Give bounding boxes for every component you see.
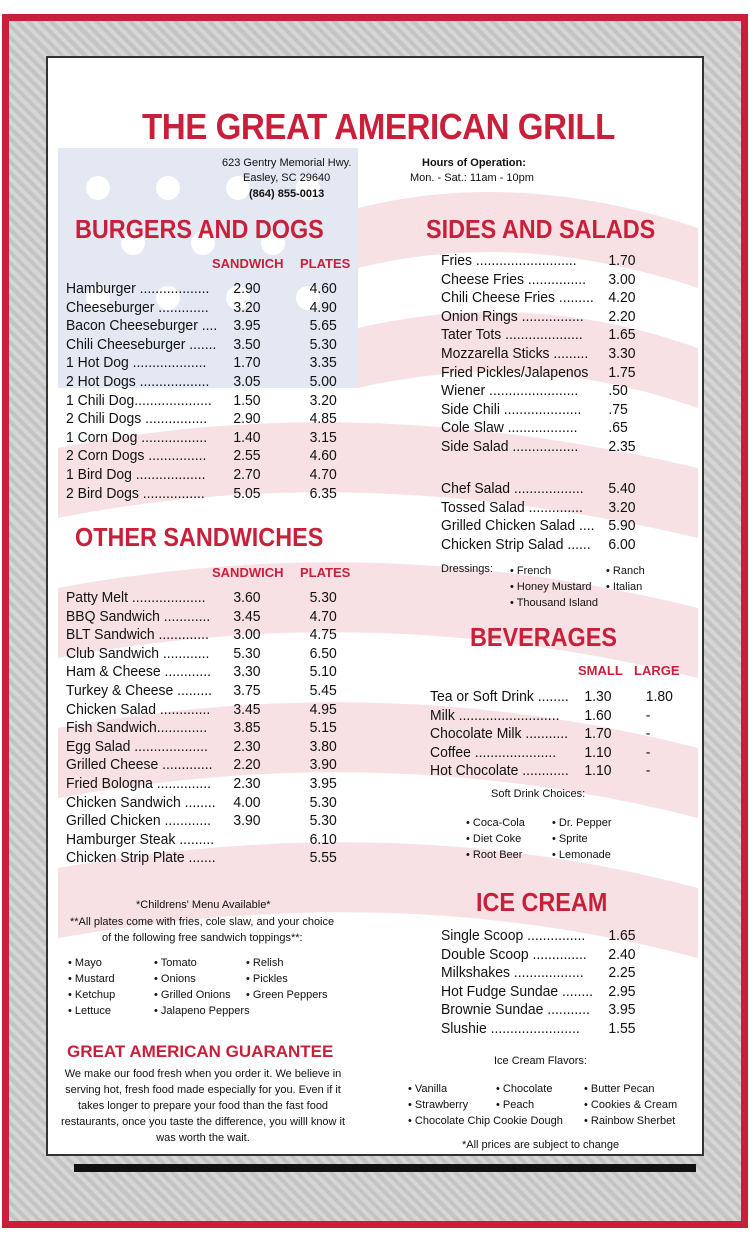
guarantee-line: serving hot, fresh food made especially for you. Even if it (65, 1084, 341, 1096)
menu-row (441, 517, 655, 536)
item-name: 2 Bird Dogs ................ (66, 484, 205, 502)
menu-row (66, 812, 365, 831)
topping-item: • Lettuce (68, 1005, 111, 1017)
plate-price: 5.30 (309, 812, 337, 830)
sandwich-price: 3.20 (233, 298, 261, 316)
plate-price: 5.15 (309, 719, 337, 737)
hours-label: Hours of Operation: (422, 157, 526, 169)
plate-price: 4.60 (309, 447, 337, 465)
flavor-item: • Peach (496, 1099, 535, 1111)
sandwich-price: 2.30 (233, 737, 261, 755)
item-name: 2 Hot Dogs .................. (66, 372, 210, 390)
guarantee-title: GREAT AMERICAN GUARANTEE (67, 1042, 334, 1061)
plate-price: 4.75 (309, 626, 337, 644)
menu-row (66, 756, 365, 775)
section-title-burgers: BURGERS AND DOGS (75, 214, 324, 244)
menu-row (66, 280, 365, 299)
item-name: Grilled Chicken Salad .... (441, 517, 595, 535)
other-col-plates: PLATES (300, 565, 351, 580)
item-name: Bacon Cheeseburger .... (66, 317, 218, 335)
menu-row (441, 499, 655, 518)
plate-price: 3.15 (309, 428, 337, 446)
menu-row (441, 382, 655, 401)
sandwich-price: 3.30 (233, 663, 261, 681)
menu-row (66, 849, 365, 868)
item-name: Grilled Chicken ............ (66, 812, 211, 830)
large-price: - (645, 762, 651, 780)
plate-price: 3.95 (309, 774, 337, 792)
menu-row (66, 336, 365, 355)
plate-price: 5.30 (309, 589, 337, 606)
item-name: Tea or Soft Drink ........ (430, 688, 569, 705)
menu-row (66, 466, 365, 485)
item-name: Hamburger Steak ......... (66, 830, 215, 848)
sandwich-price: 3.00 (233, 626, 261, 644)
item-price: .75 (608, 400, 628, 418)
item-name: Chicken Strip Plate ....... (66, 849, 216, 867)
menu-row (441, 946, 655, 965)
menu-row (66, 719, 365, 738)
plate-price: 3.20 (309, 391, 337, 409)
menu-row (441, 983, 655, 1002)
burgers-col-plates: PLATES (300, 256, 351, 271)
icecream-list (441, 927, 671, 1039)
dressing-item: • French (510, 565, 552, 577)
item-name: BBQ Sandwich ............ (66, 607, 211, 625)
guarantee-line: We make our food fresh when you order it. We believe in (64, 1068, 342, 1080)
item-name: Onion Rings ................ (441, 307, 584, 325)
item-name: Patty Melt ................... (66, 589, 206, 606)
dressing-item: • Ranch (606, 565, 645, 577)
plate-price: 3.90 (309, 756, 337, 774)
menu-row (66, 447, 365, 466)
sandwich-price: 2.90 (233, 410, 261, 428)
soft-drink-grid (466, 815, 632, 863)
sandwich-price: 5.30 (233, 644, 261, 662)
sandwich-price: 3.90 (233, 812, 261, 830)
item-name: Cole Slaw .................. (441, 419, 578, 437)
menu-row (441, 964, 655, 983)
menu-row (66, 775, 365, 794)
plate-price: 3.80 (309, 737, 337, 755)
menu-row (441, 1001, 655, 1020)
item-price: 3.20 (608, 498, 636, 516)
sandwich-price: 2.30 (233, 774, 261, 792)
item-name: Chicken Sandwich ........ (66, 793, 216, 811)
item-price: 2.25 (608, 964, 636, 982)
item-price: 3.95 (608, 1001, 636, 1019)
item-name: Tossed Salad .............. (441, 498, 583, 516)
plate-price: 5.55 (309, 849, 337, 867)
menu-row (66, 373, 365, 392)
menu-row (430, 707, 692, 726)
item-name: Grilled Cheese ............. (66, 756, 213, 774)
guarantee-line: was worth the wait. (156, 1132, 250, 1144)
dressings-label: Dressings: (441, 563, 493, 575)
topping-item: • Mustard (68, 973, 115, 985)
menu-row (66, 645, 365, 664)
icecream-flavors-title: Ice Cream Flavors: (494, 1055, 587, 1067)
item-price: 5.90 (608, 517, 636, 535)
plate-price: 4.85 (309, 410, 337, 428)
plates-note-line2: of the following free sandwich toppings**: (102, 932, 303, 944)
dressing-row (510, 563, 656, 579)
sandwich-price: 2.70 (233, 465, 261, 483)
menu-row (441, 1020, 655, 1039)
menu-row (441, 480, 655, 499)
section-title-beverages: BEVERAGES (470, 622, 617, 652)
flavor-row (408, 1081, 684, 1097)
section-title-icecream: ICE CREAM (476, 887, 608, 917)
sandwich-price: 4.00 (233, 793, 261, 811)
menu-row (66, 392, 365, 411)
item-price: 2.40 (608, 945, 636, 963)
item-price: 1.65 (608, 927, 636, 944)
toppings-grid (68, 955, 356, 1019)
item-name: Club Sandwich ............ (66, 644, 210, 662)
item-name: 2 Corn Dogs ............... (66, 447, 207, 465)
large-price: 1.80 (645, 688, 673, 705)
item-name: Turkey & Cheese ......... (66, 681, 213, 699)
menu-row (66, 682, 365, 701)
item-name: Cheeseburger ............. (66, 298, 209, 316)
item-price: 3.00 (608, 270, 636, 288)
menu-row (441, 401, 655, 420)
item-name: Chef Salad .................. (441, 480, 584, 497)
menu-row (441, 271, 655, 290)
item-name: Fries .......................... (441, 252, 577, 269)
plate-price: 4.60 (309, 280, 337, 297)
item-name: 1 Hot Dog ................... (66, 354, 207, 372)
flavor-row (408, 1113, 684, 1129)
menu-row (66, 794, 365, 813)
flavor-item: • Strawberry (408, 1099, 469, 1111)
sandwich-price: 1.40 (233, 428, 261, 446)
flavor-item: • Chocolate (496, 1083, 553, 1095)
sandwich-price: 1.70 (233, 354, 261, 372)
plate-price: 5.10 (309, 663, 337, 681)
beverages-col-small: SMALL (578, 663, 623, 678)
sandwich-price: 3.45 (233, 607, 261, 625)
small-price: 1.60 (584, 706, 612, 724)
dressings-grid (510, 563, 656, 611)
other-list (66, 589, 388, 868)
item-name: Chocolate Milk ........... (430, 725, 569, 743)
plate-price: 4.90 (309, 298, 337, 316)
flavor-item: • Cookies & Cream (584, 1099, 678, 1111)
menu-row (441, 289, 655, 308)
item-name: Fish Sandwich............. (66, 719, 208, 737)
flavor-item: • Chocolate Chip Cookie Dough (408, 1115, 563, 1127)
menu-row (66, 429, 365, 448)
restaurant-title: THE GREAT AMERICAN GRILL (142, 106, 615, 147)
plate-price: 4.95 (309, 700, 337, 718)
item-price: 1.65 (608, 326, 636, 344)
topping-item: • Grilled Onions (154, 989, 231, 1001)
dressing-row (510, 595, 656, 611)
item-name: BLT Sandwich ............. (66, 626, 209, 644)
menu-row (441, 364, 655, 383)
soft-drink-item: • Root Beer (466, 849, 523, 861)
menu-row (66, 831, 365, 850)
soft-drink-item: • Coca-Cola (466, 817, 525, 829)
plate-price: 4.70 (309, 607, 337, 625)
sandwich-price: 3.50 (233, 335, 261, 353)
item-name: Fried Pickles/Jalapenos (441, 363, 589, 381)
large-price: - (645, 706, 651, 724)
other-col-sandwich: SANDWICH (212, 565, 284, 580)
plates-note-line1: **All plates come with fries, cole slaw, and your choice (70, 916, 335, 928)
plate-price: 5.65 (309, 317, 337, 335)
item-name: Hot Fudge Sundae ........ (441, 982, 593, 1000)
item-name: Chicken Salad ............. (66, 700, 211, 718)
plate-price: 4.70 (309, 465, 337, 483)
item-name: 1 Chili Dog.................... (66, 391, 212, 409)
address-line2: Easley, SC 29640 (243, 172, 331, 184)
sandwich-price: 3.85 (233, 719, 261, 737)
flavor-item: • Butter Pecan (584, 1083, 655, 1095)
sandwich-price: 3.45 (233, 700, 261, 718)
topping-item: • Jalapeno Peppers (154, 1005, 250, 1017)
item-name: Hot Chocolate ............ (430, 762, 569, 780)
menu-row (66, 738, 365, 757)
menu-row (441, 308, 655, 327)
topping-row (68, 955, 356, 971)
plate-price: 6.10 (309, 830, 337, 848)
section-title-other: OTHER SANDWICHES (75, 522, 324, 552)
topping-item: • Ketchup (68, 989, 116, 1001)
menu-row (430, 744, 692, 763)
soft-drink-choices-title: Soft Drink Choices: (491, 788, 586, 800)
beverages-col-large: LARGE (634, 663, 680, 678)
item-price: 1.70 (608, 252, 636, 269)
plate-price: 5.30 (309, 335, 337, 353)
menu-row (430, 688, 692, 707)
menu-row (441, 536, 655, 555)
topping-row (68, 987, 356, 1003)
flavor-item: • Vanilla (408, 1083, 448, 1095)
item-name: Mozzarella Sticks ......... (441, 344, 589, 362)
item-name: Wiener ....................... (441, 382, 579, 400)
item-price: 2.35 (608, 437, 636, 455)
guarantee-line: restaurants, once you taste the difference, you willl know it (60, 1116, 346, 1128)
plate-price: 5.00 (309, 372, 337, 390)
soft-drink-row (466, 847, 632, 863)
guarantee-text (58, 1066, 348, 1146)
soft-drink-item: • Dr. Pepper (552, 817, 612, 829)
topping-item: • Onions (154, 973, 196, 985)
flavor-item: • Rainbow Sherbet (584, 1115, 676, 1127)
plate-price: 6.50 (309, 644, 337, 662)
item-price: 2.95 (608, 982, 636, 1000)
menu-row (441, 345, 655, 364)
menu-row (66, 701, 365, 720)
item-price: 5.40 (608, 480, 636, 497)
sandwich-price: 2.90 (233, 280, 261, 297)
item-name: Brownie Sundae ........... (441, 1001, 590, 1019)
small-price: 1.10 (584, 743, 612, 761)
sides-list (441, 252, 671, 457)
plate-price: 5.30 (309, 793, 337, 811)
soft-drink-item: • Sprite (552, 833, 588, 845)
large-price: - (645, 725, 651, 743)
menu-row (66, 626, 365, 645)
plate-price: 3.35 (309, 354, 337, 372)
item-price: .65 (608, 419, 628, 437)
item-name: Egg Salad ................... (66, 737, 208, 755)
plate-price: 6.35 (309, 484, 337, 502)
dressing-item: • Italian (606, 581, 643, 593)
price-footnote: *All prices are subject to change (462, 1139, 620, 1151)
soft-drink-row (466, 815, 632, 831)
menu-row (66, 589, 365, 608)
menu-row (66, 608, 365, 627)
menu-row (441, 927, 655, 946)
menu-row (430, 725, 692, 744)
menu-row (66, 485, 365, 504)
burgers-col-sandwich: SANDWICH (212, 256, 284, 271)
menu-row (66, 299, 365, 318)
item-name: Coffee ..................... (430, 743, 557, 761)
topping-row (68, 971, 356, 987)
beverages-list (430, 688, 712, 781)
plate-price: 5.45 (309, 681, 337, 699)
item-name: Chili Cheeseburger ....... (66, 335, 217, 353)
menu-row (66, 663, 365, 682)
item-name: Slushie ....................... (441, 1019, 580, 1037)
item-price: 1.55 (608, 1019, 636, 1037)
menu-row (66, 410, 365, 429)
item-name: Double Scoop .............. (441, 945, 587, 963)
address-line1: 623 Gentry Memorial Hwy. (222, 157, 352, 169)
small-price: 1.30 (584, 688, 612, 705)
sandwich-price: 2.55 (233, 447, 261, 465)
menu-row (66, 317, 365, 336)
topping-item: • Mayo (68, 957, 102, 969)
menu-row (441, 419, 655, 438)
item-name: Hamburger .................. (66, 280, 210, 297)
dressing-row (510, 579, 656, 595)
item-name: 1 Corn Dog ................. (66, 428, 208, 446)
phone-number: (864) 855-0013 (249, 188, 325, 200)
small-price: 1.10 (584, 762, 612, 780)
menu-row (441, 326, 655, 345)
topping-row (68, 1003, 356, 1019)
item-name: Side Salad ................. (441, 437, 579, 455)
flavors-grid (408, 1081, 684, 1129)
small-price: 1.70 (584, 725, 612, 743)
item-name: Ham & Cheese ............ (66, 663, 211, 681)
item-price: 6.00 (608, 535, 636, 553)
sandwich-price: 5.05 (233, 484, 261, 502)
guarantee-line: takes longer to prepare your food than the fast food (77, 1100, 329, 1112)
item-price: 2.20 (608, 307, 636, 325)
childrens-note: *Childrens' Menu Available* (136, 899, 271, 911)
item-name: Single Scoop ............... (441, 927, 586, 944)
hours-value: Mon. - Sat.: 11am - 10pm (410, 172, 534, 184)
menu-row (430, 762, 692, 781)
topping-item: • Tomato (154, 957, 197, 969)
sandwich-price: 1.50 (233, 391, 261, 409)
large-price: - (645, 743, 651, 761)
sandwich-price: 2.20 (233, 756, 261, 774)
item-price: 4.20 (608, 289, 636, 307)
menu-row (441, 438, 655, 457)
section-title-sides: SIDES AND SALADS (426, 214, 656, 244)
soft-drink-item: • Diet Coke (466, 833, 522, 845)
item-name: Milkshakes .................. (441, 964, 584, 982)
sandwich-price: 3.05 (233, 372, 261, 390)
item-name: Chicken Strip Salad ...... (441, 535, 591, 553)
flavor-row (408, 1097, 684, 1113)
burgers-list (66, 280, 388, 503)
topping-item: • Relish (246, 957, 284, 969)
item-name: Chili Cheese Fries ......... (441, 289, 594, 307)
topping-item: • Green Peppers (246, 989, 328, 1001)
salads-list (441, 480, 671, 554)
item-name: Fried Bologna .............. (66, 774, 211, 792)
sandwich-price: 3.75 (233, 681, 261, 699)
item-name: 2 Chili Dogs ................ (66, 410, 208, 428)
dressing-item: • Honey Mustard (510, 581, 592, 593)
footer-bar (74, 1164, 696, 1172)
menu-row (441, 252, 655, 271)
soft-drink-item: • Lemonade (552, 849, 611, 861)
item-price: .50 (608, 382, 628, 400)
soft-drink-row (466, 831, 632, 847)
item-name: Cheese Fries ............... (441, 270, 586, 288)
item-name: 1 Bird Dog .................. (66, 465, 206, 483)
item-name: Milk .......................... (430, 706, 560, 724)
sandwich-price: 3.60 (233, 589, 261, 606)
item-price: 1.75 (608, 363, 636, 381)
menu-row (66, 354, 365, 373)
sandwich-price: 3.95 (233, 317, 261, 335)
dressing-item: • Thousand Island (510, 597, 599, 609)
item-name: Side Chili .................... (441, 400, 582, 418)
item-name: Tater Tots .................... (441, 326, 583, 344)
topping-item: • Pickles (246, 973, 288, 985)
item-price: 3.30 (608, 344, 636, 362)
